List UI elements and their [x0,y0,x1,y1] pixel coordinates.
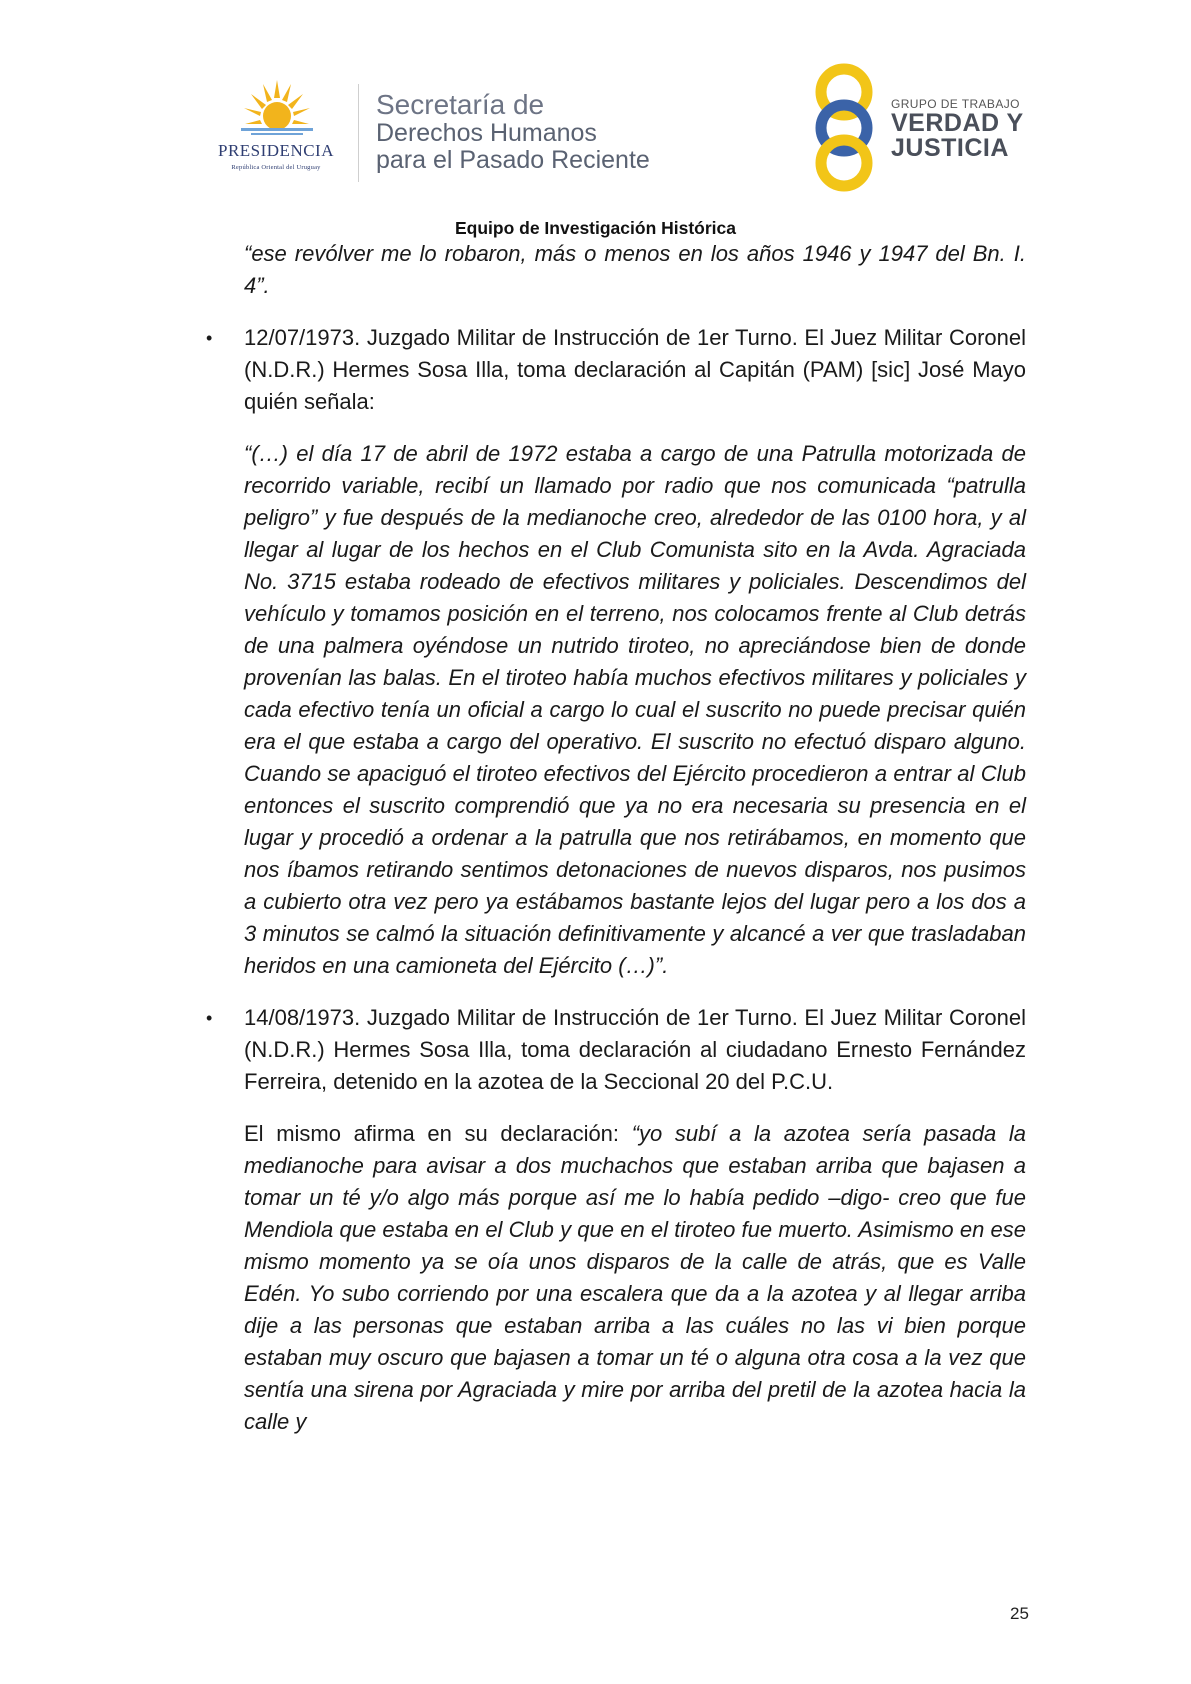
quote-revolver: “ese revólver me lo robaron, más o menos en los años 1946 y 1947 del Bn. I. 4”. [244,241,1026,298]
grupo-line2: VERDAD Y [891,109,1024,137]
section-title: Equipo de Investigación Histórica [454,218,737,238]
quote-mayo-declaration: “(…) el día 17 de abril de 1972 estaba a cargo de una Patrulla motorizada de recorrido variable, recibí un llamado por radio que nos comunicada “patrulla peligro” y fue después de la medianoche creo, alrededor de las 0100 hora, y al llegar al lugar de los hechos en el Club Comunista sito en la Avda. Agraciada No. 3715 estaba rodeado de efectivos militares y policiales. Descendimos del vehículo y tomamos posición en el terreno, nos colocamos frente al Club detrás de una palmera oyéndose un nutrido tiroteo, no apreciándose bien de donde provenían las balas. En el tiroteo había muchos efectivos militares y policiales y cada efectivo tenía un oficial a cargo lo cual el suscrito no puede precisar quién era el que estaba a cargo del operativo. El suscrito no efectuó disparo alguno. Cuando se apaciguó el tiroteo efectivos del Ejército procedieron a entrar al Club entonces el suscrito comprendió que ya no era necesaria su presencia en el lugar y procedió a ordenar a la patrulla que nos retirábamos, en momento que nos íbamos retirando sentimos detonaciones de nuevos disparos, nos pusimos a cubierto otra vez pero ya estábamos bastante lejos del lugar pero a los dos a 3 minutos se calmó la situación definitivamente y alcancé a ver que trasladaban heridos en una camioneta del Ejército (…)”. [244,441,1026,978]
list-item [206,1002,1026,1098]
bullet-icon: • [206,1008,213,1028]
presidencia-logo [196,78,356,178]
secretaria-line2: Derechos Humanos [376,119,597,147]
page-number: 25 [1010,1604,1029,1623]
secretaria-line3: para el Pasado Reciente [376,146,650,174]
secretaria-line1: Secretaría de [376,89,545,120]
presidencia-subtitle: República Oriental del Uruguay [231,164,321,171]
declaration-intro: El mismo afirma en su declaración: [244,1121,632,1146]
declaration-quote: “yo subí a la azotea sería pasada la medianoche para avisar a dos muchachos que estaban arriba que bajasen a tomar un té y/o algo más porque así me lo había pedido –digo- creo que fue Mendiola que estaba en el Club y que en el tiroteo fue muerto. Asimismo en ese mismo momento ya se oía unos disparos de la calle de atrás, que es Valle Edén. Yo subo corriendo por una escalera que da a la azotea y al llegar arriba dije a las personas que estaban arriba a las cuáles no las vi bien porque estaban muy oscuro que bajasen a tomar un té o alguna otra cosa a la vez que sentía una sirena por Agraciada y mire por arriba del pretil de la azotea hacia la calle y [244,1121,1026,1434]
sun-emblem-icon [241,78,313,140]
document-body [206,238,1026,1438]
page-header [0,0,1191,215]
grupo-line1: GRUPO DE TRABAJO [891,97,1020,111]
bullet-icon: • [206,328,213,348]
grupo-line3: JUSTICIA [891,134,1009,162]
list-item [206,322,1026,418]
header-divider [358,84,359,182]
entry-1973-07-12: 12/07/1973. Juzgado Militar de Instrucción de 1er Turno. El Juez Militar Coronel (N.D.R.) Hermes Sosa Illa, toma declaración al Capitán (PAM) [sic] José Mayo quién señala: [244,325,1026,414]
presidencia-name: PRESIDENCIA [217,141,334,160]
secretaria-logo-text [376,90,650,174]
fernandez-declaration [244,1118,1026,1438]
grupo-trabajo-text [891,97,1024,161]
entry-1973-08-14: 14/08/1973. Juzgado Militar de Instrucción de 1er Turno. El Juez Militar Coronel (N.D.R.) Hermes Sosa Illa, toma declaración al ciudadano Ernesto Fernández Ferreira, detenido en la azotea de la Seccional 20 del P.C.U. [244,1005,1026,1094]
